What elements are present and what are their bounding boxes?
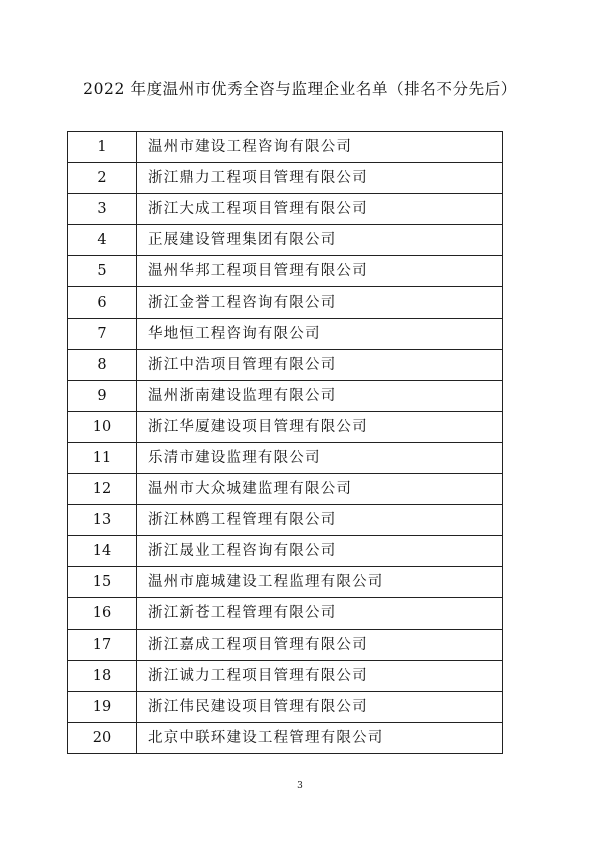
company-name: 温州华邦工程项目管理有限公司 [137, 256, 503, 287]
row-number: 1 [68, 132, 137, 163]
company-name: 北京中联环建设工程管理有限公司 [137, 722, 503, 753]
table-row [68, 567, 503, 598]
company-name: 浙江林鸥工程管理有限公司 [137, 505, 503, 536]
table-row [68, 505, 503, 536]
table-row [68, 163, 503, 194]
company-name: 乐清市建设监理有限公司 [137, 442, 503, 473]
company-name: 温州市建设工程咨询有限公司 [137, 132, 503, 163]
company-name: 正展建设管理集团有限公司 [137, 225, 503, 256]
document-title: 2022 年度温州市优秀全咨与监理企业名单（排名不分先后） [83, 80, 517, 98]
table-row [68, 536, 503, 567]
table-row [68, 225, 503, 256]
company-name: 浙江新苍工程管理有限公司 [137, 598, 503, 629]
row-number: 12 [68, 474, 137, 505]
table-row [68, 380, 503, 411]
row-number: 8 [68, 349, 137, 380]
row-number: 2 [68, 163, 137, 194]
table-row [68, 442, 503, 473]
row-number: 18 [68, 660, 137, 691]
company-name: 浙江嘉成工程项目管理有限公司 [137, 629, 503, 660]
company-name: 温州市大众城建监理有限公司 [137, 474, 503, 505]
company-name: 浙江伟民建设项目管理有限公司 [137, 691, 503, 722]
company-list-table [67, 131, 503, 754]
table-row [68, 722, 503, 753]
row-number: 4 [68, 225, 137, 256]
table-row [68, 349, 503, 380]
company-name: 浙江诚力工程项目管理有限公司 [137, 660, 503, 691]
row-number: 13 [68, 505, 137, 536]
table-row [68, 660, 503, 691]
row-number: 10 [68, 411, 137, 442]
table-row [68, 132, 503, 163]
company-name: 浙江金誉工程咨询有限公司 [137, 287, 503, 318]
row-number: 16 [68, 598, 137, 629]
row-number: 7 [68, 318, 137, 349]
table-row [68, 629, 503, 660]
table-row [68, 318, 503, 349]
row-number: 14 [68, 536, 137, 567]
company-name: 浙江中浩项目管理有限公司 [137, 349, 503, 380]
company-name: 浙江华厦建设项目管理有限公司 [137, 411, 503, 442]
company-name: 浙江晟业工程咨询有限公司 [137, 536, 503, 567]
row-number: 20 [68, 722, 137, 753]
table-row [68, 474, 503, 505]
row-number: 9 [68, 380, 137, 411]
row-number: 19 [68, 691, 137, 722]
company-list-body [68, 132, 503, 754]
row-number: 5 [68, 256, 137, 287]
row-number: 15 [68, 567, 137, 598]
table-row [68, 411, 503, 442]
table-row [68, 256, 503, 287]
company-name: 浙江大成工程项目管理有限公司 [137, 194, 503, 225]
company-name: 华地恒工程咨询有限公司 [137, 318, 503, 349]
company-name: 温州市鹿城建设工程监理有限公司 [137, 567, 503, 598]
row-number: 11 [68, 442, 137, 473]
table-row [68, 691, 503, 722]
page-number: 3 [297, 781, 303, 791]
row-number: 3 [68, 194, 137, 225]
table-row [68, 287, 503, 318]
company-name: 浙江鼎力工程项目管理有限公司 [137, 163, 503, 194]
table-row [68, 598, 503, 629]
row-number: 17 [68, 629, 137, 660]
company-name: 温州浙南建设监理有限公司 [137, 380, 503, 411]
row-number: 6 [68, 287, 137, 318]
table-row [68, 194, 503, 225]
